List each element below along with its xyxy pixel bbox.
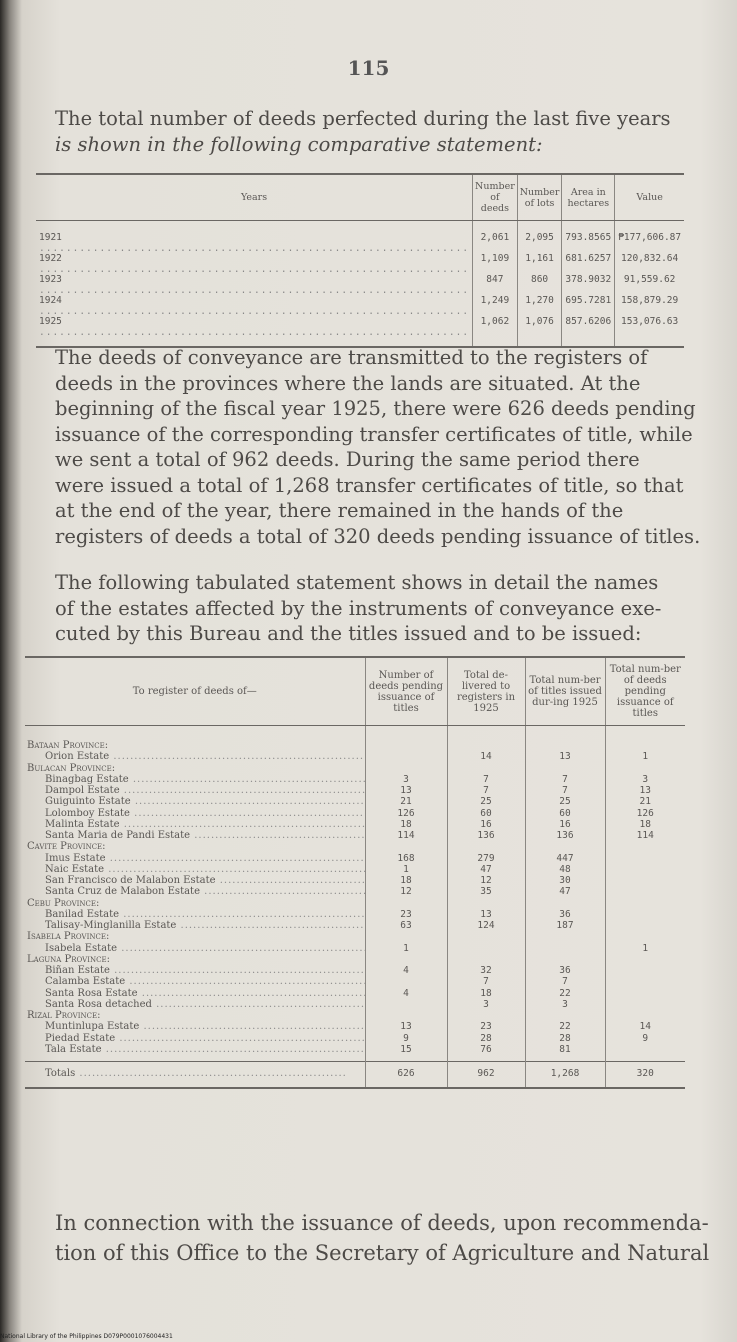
- count-cell: 187: [525, 920, 605, 931]
- deeds-conveyance-paragraph: [55, 345, 701, 549]
- estate-row: [25, 943, 685, 954]
- text-line: deeds in the provinces where the lands are situated. At the: [55, 371, 641, 395]
- count-cell: 23: [447, 1021, 525, 1032]
- value-cell: 681.6257: [562, 254, 615, 275]
- value-cell: 857.6206: [562, 317, 615, 347]
- count-cell: [605, 988, 685, 999]
- estate-row: [25, 808, 685, 819]
- estate-row: [25, 864, 685, 875]
- estate-name: Santa Rosa detached .....: [25, 999, 365, 1010]
- estate-row: [25, 920, 685, 931]
- year-cell: 1921 .....: [36, 221, 473, 255]
- count-cell: [365, 726, 447, 752]
- estate-row: [25, 751, 685, 762]
- table-row: [36, 221, 684, 255]
- totals-label: Totals .....: [25, 1062, 365, 1089]
- count-cell: 28: [525, 1033, 605, 1044]
- province-row: [25, 726, 685, 752]
- count-cell: [365, 763, 447, 774]
- value-cell: 2,095: [517, 221, 562, 255]
- count-cell: [365, 841, 447, 852]
- tabulated-statement-paragraph: [55, 570, 685, 647]
- value-cell: 860: [517, 275, 562, 296]
- count-cell: 12: [447, 875, 525, 886]
- count-cell: 4: [365, 988, 447, 999]
- value-cell: 153,076.63: [615, 317, 684, 347]
- col-header-number-of-lots: Number of lots: [517, 174, 562, 221]
- text-line: The total number of deeds perfected during the last five years: [55, 107, 671, 130]
- count-cell: 4: [365, 965, 447, 976]
- count-cell: 32: [447, 965, 525, 976]
- count-cell: [605, 898, 685, 909]
- value-cell: 695.7281: [562, 296, 615, 317]
- totals-row: [25, 1062, 685, 1089]
- count-cell: [525, 954, 605, 965]
- count-cell: [605, 920, 685, 931]
- count-cell: 3: [605, 774, 685, 785]
- intro-paragraph: [55, 106, 685, 157]
- count-cell: [605, 1010, 685, 1021]
- estate-row: [25, 909, 685, 920]
- estate-name: Piedad Estate .....: [25, 1033, 365, 1044]
- count-cell: [447, 726, 525, 752]
- count-cell: 18: [605, 819, 685, 830]
- count-cell: [447, 763, 525, 774]
- count-cell: 36: [525, 909, 605, 920]
- estate-name: Imus Estate .....: [25, 853, 365, 864]
- count-cell: [525, 943, 605, 954]
- count-cell: [605, 931, 685, 942]
- count-cell: [365, 954, 447, 965]
- value-cell: 1,109: [473, 254, 518, 275]
- count-cell: 114: [365, 830, 447, 841]
- count-cell: [605, 965, 685, 976]
- value-cell: 120,832.64: [615, 254, 684, 275]
- col-header-delivered: Total de-livered to registers in 1925: [447, 657, 525, 726]
- province-name: Isabela Province:: [27, 931, 110, 943]
- count-cell: 14: [605, 1021, 685, 1032]
- estate-name: Malinta Estate .....: [25, 819, 365, 830]
- total-delivered: 962: [447, 1062, 525, 1089]
- estate-row: [25, 1021, 685, 1032]
- count-cell: [605, 853, 685, 864]
- count-cell: 126: [605, 808, 685, 819]
- count-cell: [365, 931, 447, 942]
- text-line: cuted by this Bureau and the titles issued and to be issued:: [55, 622, 642, 645]
- count-cell: [605, 886, 685, 897]
- count-cell: 15: [365, 1044, 447, 1062]
- col-header-years: Years: [36, 174, 473, 221]
- count-cell: 18: [447, 988, 525, 999]
- estate-name: Orion Estate .....: [25, 751, 365, 762]
- page-number: 115: [347, 56, 390, 80]
- estate-name: Calamba Estate .....: [25, 976, 365, 987]
- estate-row: [25, 774, 685, 785]
- col-header-area: Area in hectares: [562, 174, 615, 221]
- count-cell: 3: [525, 999, 605, 1010]
- count-cell: 13: [605, 785, 685, 796]
- count-cell: [605, 976, 685, 987]
- count-cell: 23: [365, 909, 447, 920]
- count-cell: 124: [447, 920, 525, 931]
- text-line: In connection with the issuance of deeds, upon recommenda-: [55, 1211, 709, 1235]
- province-row: [25, 898, 685, 909]
- estate-name: Santa Cruz de Malabon Estate .....: [25, 886, 365, 897]
- count-cell: 14: [447, 751, 525, 762]
- count-cell: [605, 909, 685, 920]
- scan-footer: National Library of the Philippines D079P0001076004431: [0, 1333, 173, 1340]
- value-cell: 847: [473, 275, 518, 296]
- table-row: [36, 317, 684, 347]
- count-cell: 63: [365, 920, 447, 931]
- count-cell: [447, 898, 525, 909]
- deeds-comparative-table: [36, 173, 684, 348]
- count-cell: 47: [447, 864, 525, 875]
- text-line: is shown in the following comparative statement:: [55, 132, 543, 156]
- estate-row: [25, 785, 685, 796]
- count-cell: [605, 763, 685, 774]
- count-cell: 47: [525, 886, 605, 897]
- count-cell: 1: [365, 864, 447, 875]
- count-cell: 16: [447, 819, 525, 830]
- count-cell: [447, 931, 525, 942]
- text-line: of the estates affected by the instruments of conveyance exe-: [55, 596, 662, 620]
- table-row: [36, 254, 684, 275]
- estate-name: Guiguinto Estate .....: [25, 796, 365, 807]
- count-cell: [605, 875, 685, 886]
- count-cell: 3: [447, 999, 525, 1010]
- year-cell: 1924 .....: [36, 296, 473, 317]
- count-cell: [605, 999, 685, 1010]
- count-cell: [605, 864, 685, 875]
- estate-name: Isabela Estate .....: [25, 943, 365, 954]
- count-cell: 25: [447, 796, 525, 807]
- value-cell: 1,062: [473, 317, 518, 347]
- text-line: issuance of the corresponding transfer certificates of title, while: [55, 422, 693, 446]
- count-cell: [525, 841, 605, 852]
- count-cell: 7: [525, 785, 605, 796]
- total-pending-end: 320: [605, 1062, 685, 1089]
- count-cell: 22: [525, 988, 605, 999]
- count-cell: 13: [525, 751, 605, 762]
- count-cell: 7: [525, 976, 605, 987]
- value-cell: 1,249: [473, 296, 518, 317]
- count-cell: [365, 999, 447, 1010]
- text-line: registers of deeds a total of 320 deeds pending issuance of titles.: [55, 524, 701, 548]
- province-row: [25, 954, 685, 965]
- count-cell: 136: [525, 830, 605, 841]
- value-cell: 1,076: [517, 317, 562, 347]
- estate-row: [25, 875, 685, 886]
- province-name: Bataan Province:: [27, 740, 109, 751]
- count-cell: 60: [447, 808, 525, 819]
- province-name: Cavite Province:: [27, 841, 106, 853]
- count-cell: 7: [447, 976, 525, 987]
- total-pending: 626: [365, 1062, 447, 1089]
- estate-name: Banilad Estate .....: [25, 909, 365, 920]
- count-cell: [447, 943, 525, 954]
- province-name: Cebu Province:: [27, 897, 100, 909]
- count-cell: 30: [525, 875, 605, 886]
- count-cell: 25: [525, 796, 605, 807]
- col-header-pending: Number of deeds pending issuance of titles: [365, 657, 447, 726]
- estate-name: Biñan Estate .....: [25, 965, 365, 976]
- count-cell: [525, 726, 605, 752]
- year-cell: 1925 .....: [36, 317, 473, 347]
- estate-row: [25, 1044, 685, 1062]
- estate-name: Tala Estate .....: [25, 1044, 365, 1062]
- count-cell: 126: [365, 808, 447, 819]
- count-cell: 168: [365, 853, 447, 864]
- year-cell: 1922 .....: [36, 254, 473, 275]
- year-cell: 1923 .....: [36, 275, 473, 296]
- estate-name: Talisay-Minglanilla Estate .....: [25, 920, 365, 931]
- count-cell: 9: [365, 1033, 447, 1044]
- estate-name: Muntinlupa Estate .....: [25, 1021, 365, 1032]
- count-cell: [605, 954, 685, 965]
- count-cell: [525, 763, 605, 774]
- count-cell: 21: [365, 796, 447, 807]
- value-cell: 91,559.62: [615, 275, 684, 296]
- estate-row: [25, 965, 685, 976]
- estate-name: Binagbag Estate .....: [25, 774, 365, 785]
- count-cell: 114: [605, 830, 685, 841]
- count-cell: [365, 976, 447, 987]
- count-cell: 1: [605, 751, 685, 762]
- count-cell: 13: [365, 785, 447, 796]
- count-cell: [525, 898, 605, 909]
- estate-row: [25, 1033, 685, 1044]
- province-name: Bulacan Province:: [27, 762, 116, 774]
- value-cell: 378.9032: [562, 275, 615, 296]
- text-line: at the end of the year, there remained in the hands of the: [55, 499, 624, 522]
- estates-deeds-table: [25, 656, 685, 1089]
- count-cell: [365, 1010, 447, 1021]
- count-cell: 16: [525, 819, 605, 830]
- province-row: [25, 841, 685, 852]
- province-name: Rizal Province:: [27, 1010, 101, 1021]
- value-cell: 1,161: [517, 254, 562, 275]
- count-cell: 35: [447, 886, 525, 897]
- col-header-value: Value: [615, 174, 684, 221]
- count-cell: 7: [525, 774, 605, 785]
- count-cell: 13: [365, 1021, 447, 1032]
- count-cell: 18: [365, 875, 447, 886]
- count-cell: 7: [447, 785, 525, 796]
- estate-row: [25, 988, 685, 999]
- count-cell: 18: [365, 819, 447, 830]
- count-cell: [525, 1010, 605, 1021]
- count-cell: [365, 898, 447, 909]
- count-cell: 1: [605, 943, 685, 954]
- count-cell: 48: [525, 864, 605, 875]
- count-cell: 3: [365, 774, 447, 785]
- count-cell: [605, 726, 685, 752]
- text-line: The following tabulated statement shows in detail the names: [55, 571, 659, 594]
- count-cell: 7: [447, 774, 525, 785]
- count-cell: [447, 954, 525, 965]
- value-cell: 1,270: [517, 296, 562, 317]
- text-line: we sent a total of 962 deeds. During the same period there: [55, 448, 640, 471]
- estate-name: Santa Maria de Pandi Estate .....: [25, 830, 365, 841]
- col-header-issued: Total num-ber of titles issued dur-ing 1925: [525, 657, 605, 726]
- count-cell: 9: [605, 1033, 685, 1044]
- count-cell: 60: [525, 808, 605, 819]
- count-cell: 1: [365, 943, 447, 954]
- issuance-paragraph: [55, 1208, 710, 1268]
- value-cell: 158,879.29: [615, 296, 684, 317]
- text-line: tion of this Office to the Secretary of Agriculture and Natural: [55, 1241, 710, 1265]
- count-cell: [365, 751, 447, 762]
- estate-row: [25, 830, 685, 841]
- province-name: Laguna Province:: [27, 953, 110, 965]
- value-cell: 793.8565: [562, 221, 615, 255]
- estate-row: [25, 796, 685, 807]
- total-issued: 1,268: [525, 1062, 605, 1089]
- count-cell: 81: [525, 1044, 605, 1062]
- count-cell: 447: [525, 853, 605, 864]
- count-cell: [447, 1010, 525, 1021]
- estate-name: Naic Estate .....: [25, 864, 365, 875]
- province-row: [25, 1010, 685, 1021]
- count-cell: 36: [525, 965, 605, 976]
- count-cell: 13: [447, 909, 525, 920]
- estate-row: [25, 886, 685, 897]
- table-row: [36, 275, 684, 296]
- estate-name: San Francisco de Malabon Estate .....: [25, 875, 365, 886]
- estate-row: [25, 976, 685, 987]
- estate-name: Santa Rosa Estate .....: [25, 988, 365, 999]
- count-cell: 76: [447, 1044, 525, 1062]
- count-cell: [605, 1044, 685, 1062]
- province-row: [25, 931, 685, 942]
- count-cell: 279: [447, 853, 525, 864]
- table-row: [36, 296, 684, 317]
- province-row: [25, 763, 685, 774]
- count-cell: [525, 931, 605, 942]
- value-cell: ₱177,606.87: [615, 221, 684, 255]
- text-line: beginning of the fiscal year 1925, there were 626 deeds pending: [55, 397, 696, 420]
- estate-row: [25, 819, 685, 830]
- text-line: The deeds of conveyance are transmitted to the registers of: [55, 346, 648, 369]
- estate-row: [25, 853, 685, 864]
- text-line: were issued a total of 1,268 transfer certificates of title, so that: [55, 473, 684, 497]
- estate-row: [25, 999, 685, 1010]
- value-cell: 2,061: [473, 221, 518, 255]
- count-cell: 22: [525, 1021, 605, 1032]
- count-cell: [605, 841, 685, 852]
- count-cell: 12: [365, 886, 447, 897]
- estate-name: Lolomboy Estate .....: [25, 808, 365, 819]
- count-cell: 28: [447, 1033, 525, 1044]
- estate-name: Dampol Estate .....: [25, 785, 365, 796]
- count-cell: [447, 841, 525, 852]
- col-header-register: To register of deeds of—: [25, 657, 365, 726]
- col-header-pending-end: Total num-ber of deeds pending issuance of titles: [605, 657, 685, 726]
- count-cell: 136: [447, 830, 525, 841]
- col-header-number-of-deeds: Number of deeds: [473, 174, 518, 221]
- count-cell: 21: [605, 796, 685, 807]
